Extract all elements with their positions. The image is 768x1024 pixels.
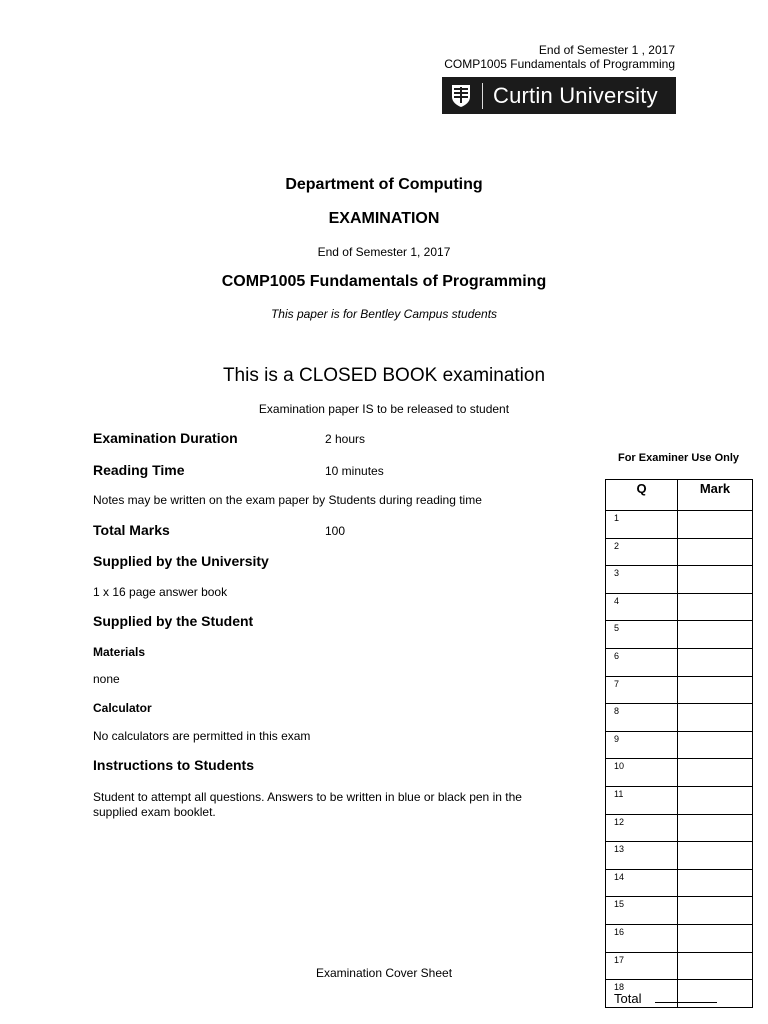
mark-cell[interactable] — [678, 704, 753, 732]
instructions-line-2: supplied exam booklet. — [93, 805, 216, 819]
mark-cell[interactable] — [678, 842, 753, 870]
mark-cell[interactable] — [678, 731, 753, 759]
mark-cell[interactable] — [678, 676, 753, 704]
calculator-label: Calculator — [93, 701, 152, 715]
mark-cell[interactable] — [678, 786, 753, 814]
table-row — [606, 842, 753, 870]
duration-label: Examination Duration — [93, 430, 238, 446]
reading-time-value: 10 minutes — [325, 464, 384, 478]
mark-cell[interactable] — [678, 814, 753, 842]
examiner-use-title: For Examiner Use Only — [617, 452, 740, 464]
crest-icon — [451, 84, 471, 108]
mark-cell[interactable] — [678, 511, 753, 539]
reading-time-label: Reading Time — [93, 462, 185, 478]
question-number: 1 — [606, 511, 678, 539]
instructions-line-1: Student to attempt all questions. Answers to be written in blue or black pen in the — [93, 790, 522, 804]
mark-cell[interactable] — [678, 759, 753, 787]
total-label: Total — [614, 991, 642, 1006]
examiner-marks-table — [605, 479, 753, 1008]
question-number: 4 — [606, 593, 678, 621]
question-number: 12 — [606, 814, 678, 842]
question-number: 2 — [606, 538, 678, 566]
mark-cell[interactable] — [678, 897, 753, 925]
table-row — [606, 621, 753, 649]
supplied-university-value: 1 x 16 page answer book — [93, 585, 228, 599]
table-row — [606, 869, 753, 897]
supplied-university-label: Supplied by the University — [93, 553, 269, 569]
table-header-row — [606, 480, 753, 511]
mark-cell[interactable] — [678, 648, 753, 676]
table-row — [606, 648, 753, 676]
question-number: 10 — [606, 759, 678, 787]
table-row — [606, 786, 753, 814]
total-marks-label: Total Marks — [93, 522, 170, 538]
supplied-student-label: Supplied by the Student — [93, 613, 254, 629]
question-number: 6 — [606, 648, 678, 676]
mark-cell[interactable] — [678, 538, 753, 566]
total-row — [614, 990, 717, 1006]
table-row — [606, 897, 753, 925]
table-row — [606, 731, 753, 759]
instructions-label: Instructions to Students — [93, 757, 254, 773]
mark-cell[interactable] — [678, 566, 753, 594]
release-note: Examination paper IS to be released to student — [258, 402, 510, 416]
mark-cell[interactable] — [678, 924, 753, 952]
question-number: 17 — [606, 952, 678, 980]
duration-value: 2 hours — [325, 432, 366, 446]
table-row — [606, 593, 753, 621]
question-number: 9 — [606, 731, 678, 759]
table-row — [606, 704, 753, 732]
question-number: 5 — [606, 621, 678, 649]
department-title: Department of Computing — [285, 176, 483, 193]
question-number: 8 — [606, 704, 678, 732]
university-logo — [442, 77, 676, 114]
table-row — [606, 814, 753, 842]
calculator-value: No calculators are permitted in this exam — [93, 729, 311, 743]
table-row — [606, 676, 753, 704]
question-number: 18 — [606, 980, 678, 1008]
table-row — [606, 538, 753, 566]
semester-line: End of Semester 1, 2017 — [317, 245, 451, 259]
materials-label: Materials — [93, 645, 146, 659]
question-number: 3 — [606, 566, 678, 594]
logo-divider — [482, 83, 483, 109]
course-title: COMP1005 Fundamentals of Programming — [221, 273, 547, 290]
question-number: 15 — [606, 897, 678, 925]
question-number: 13 — [606, 842, 678, 870]
header-semester: End of Semester 1 , 2017 — [538, 43, 675, 57]
mark-cell[interactable] — [678, 869, 753, 897]
total-marks-value: 100 — [325, 524, 346, 538]
column-header-mark: Mark — [678, 480, 753, 511]
footer-text: Examination Cover Sheet — [315, 966, 453, 980]
materials-value: none — [93, 672, 120, 686]
header-course: COMP1005 Fundamentals of Programming — [444, 57, 675, 71]
total-blank[interactable] — [655, 990, 717, 1003]
mark-cell[interactable] — [678, 593, 753, 621]
question-number: 7 — [606, 676, 678, 704]
campus-note: This paper is for Bentley Campus students — [270, 307, 498, 321]
closed-book-heading: This is a CLOSED BOOK examination — [222, 365, 546, 386]
question-number: 16 — [606, 924, 678, 952]
table-row — [606, 759, 753, 787]
table-row — [606, 924, 753, 952]
reading-note: Notes may be written on the exam paper by Students during reading time — [93, 493, 482, 507]
mark-cell[interactable] — [678, 621, 753, 649]
question-number: 11 — [606, 786, 678, 814]
logo-text: Curtin University — [493, 82, 658, 108]
table-row — [606, 511, 753, 539]
exam-heading: EXAMINATION — [328, 210, 440, 227]
column-header-q: Q — [606, 480, 678, 511]
table-row — [606, 566, 753, 594]
question-number: 14 — [606, 869, 678, 897]
